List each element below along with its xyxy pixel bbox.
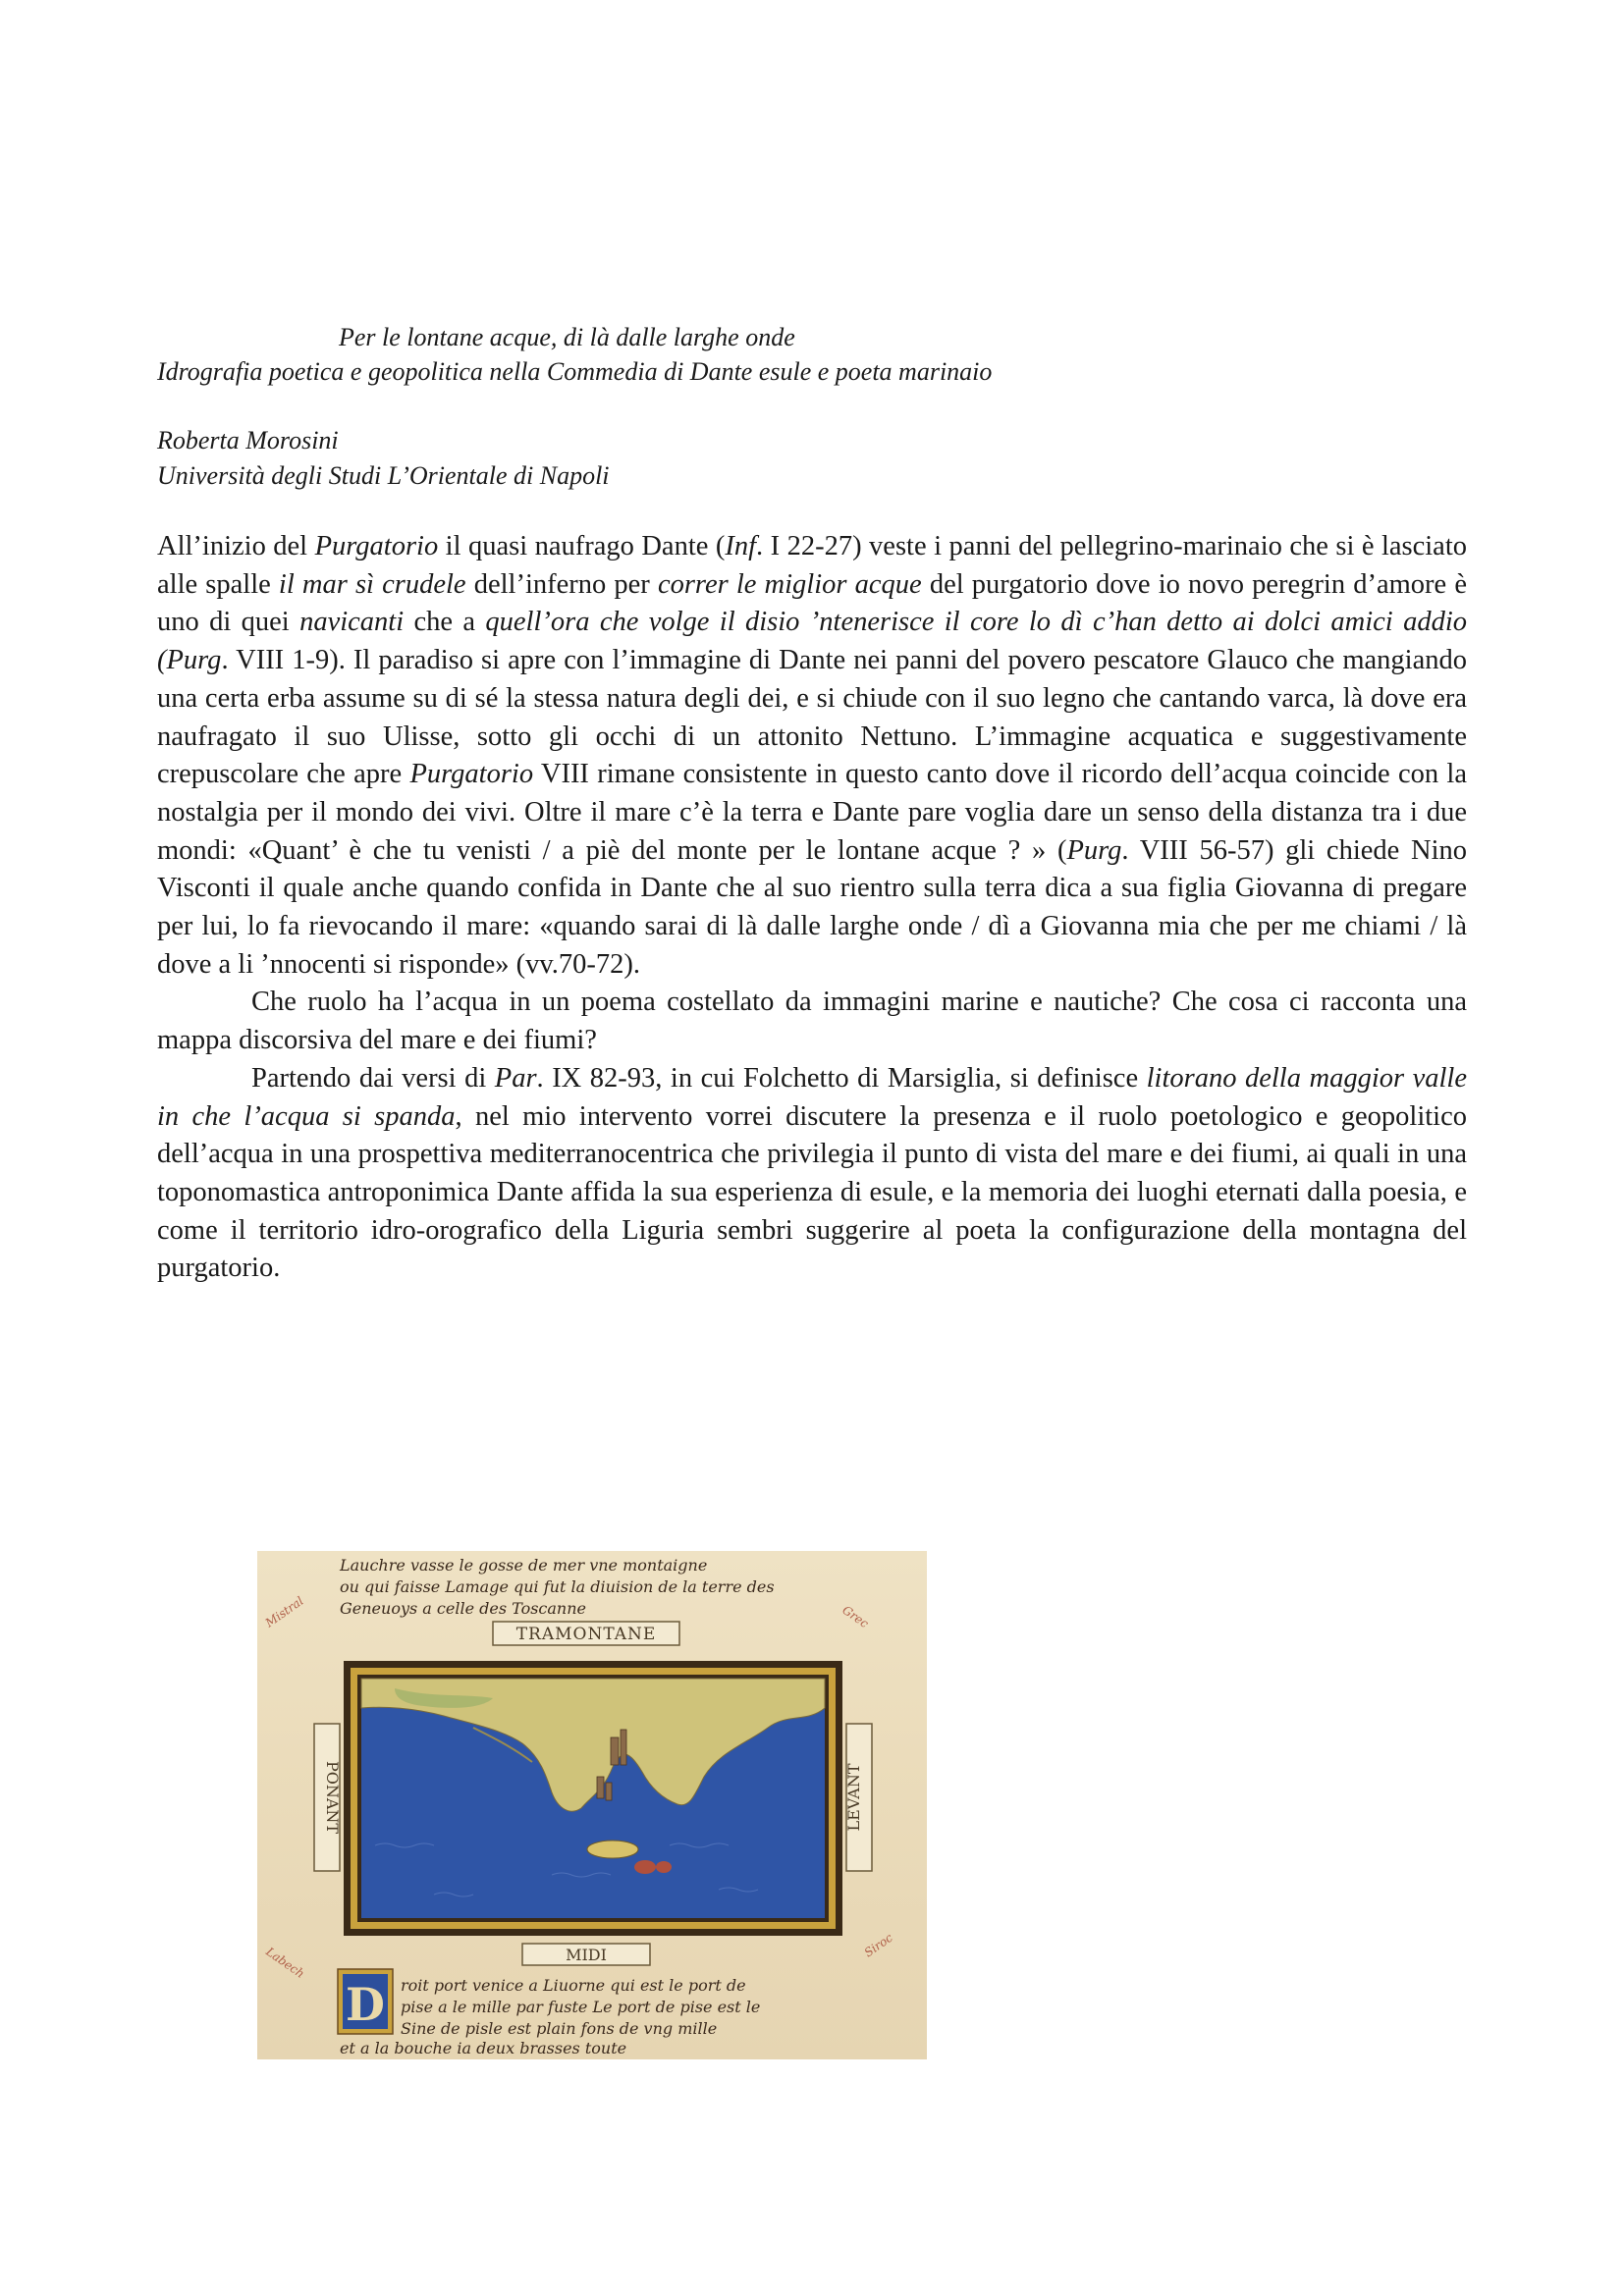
text-run: il mar sì crudele — [278, 568, 466, 600]
title-line-1: Per le lontane acque, di là dalle larghe onde — [339, 323, 795, 351]
ms-top-line-1: Lauchre vasse le gosse de mer vne montaigne — [340, 1556, 708, 1575]
ms-bottom-line-4: et a la bouche ia deux brasses toute — [340, 2039, 627, 2057]
text-run: del purgatorio dove io novo peregrin d’amore è uno di quei — [157, 568, 1467, 638]
island-3 — [656, 1861, 672, 1873]
manuscript-svg — [257, 1551, 927, 2059]
ms-top-line-3: Geneuoys a celle des Toscanne — [340, 1599, 586, 1618]
ms-bottom-line-2: pise a le mille par fuste Le port de pise est le — [401, 1998, 761, 2016]
corner-se-label: Siroc — [861, 1930, 895, 1960]
text-run: . VIII 56-57) gli chiede Nino Visconti il quale anche quando confida in Dante che al suo rientro sulla terra dica a sua figlia Giovanna di pregare per lui, lo fa rievocando il mare: «quando sarai di là dalle larghe onde / dì a Giovanna mia che per me chiami / là dove a li ’nnocenti si risponde» (vv.70-72). — [157, 834, 1467, 980]
text-run: , nel mio intervento vorrei discutere la presenza e il ruolo poetologico e geopolitico dell’acqua in una prospettiva mediterranocentrica che privilegia il punto di vista del mare e dei fiumi, ai quali in una toponomastica antroponimica Dante affida la sua esperienza di esule, e la memoria dei luoghi eternati dalla poesia, e come il territorio idro-orografico della Liguria sembri suggerire al poeta la configurazione della montagna del purgatorio. — [157, 1100, 1467, 1284]
text-run: All’inizio del — [157, 531, 315, 561]
ms-bottom-line-1: roit port venice a Liuorne qui est le port de — [401, 1976, 746, 1995]
text-run: dell’inferno per — [465, 568, 658, 600]
text-run: quell’ora che volge il disio ’ntenerisce il core lo dì c’han detto ai dolci amici addio (Purg — [157, 607, 1467, 676]
west-label: PONANT — [323, 1760, 342, 1835]
text-run: Purgatorio — [314, 531, 439, 561]
text-run: . IX 82-93, in cui Folchetto di Marsiglia, si definisce — [536, 1062, 1147, 1094]
manuscript-map-illustration — [257, 1551, 927, 2059]
author-affiliation: Università degli Studi L’Orientale di Napoli — [157, 461, 610, 490]
south-label: MIDI — [566, 1946, 607, 1964]
corner-sw-label: Labech — [263, 1944, 307, 1981]
paragraph-1 — [157, 528, 1467, 984]
text-run: che a — [404, 607, 486, 638]
island-1 — [587, 1841, 638, 1858]
text-run: correr le miglior acque — [657, 568, 922, 600]
east-label: LEVANT — [844, 1763, 863, 1832]
text-run: . I 22-27) veste i panni del pellegrino-marinaio che si è lasciato alle spalle — [157, 531, 1467, 600]
text-run: . VIII 1-9). Il paradiso si apre con l’immagine di Dante nei panni del povero pescatore Glauco che mangiando una certa erba assume su di sé la stessa natura degli dei, e si chiude con il suo legno che cantando varca, là dove era naufragato il suo Ulisse, sotto gli occhi di un attonito Nettuno. L’immagine acquatica e suggestivamente crepuscolare che apre — [157, 645, 1467, 790]
body-text — [157, 528, 1467, 1288]
title-line-2: Idrografia poetica e geopolitica nella Commedia di Dante esule e poeta marinaio — [157, 357, 993, 386]
corner-ne-label: Grec — [839, 1602, 872, 1631]
paragraph-2: Che ruolo ha l’acqua in un poema costellato da immagini marine e nautiche? Che cosa ci racconta una mappa discorsiva del mare e dei fiumi? — [157, 987, 1467, 1056]
ms-top-line-2: ou qui faisse Lamage qui fut la diuision de la terre des — [340, 1577, 775, 1596]
text-run: Purg — [1066, 834, 1122, 866]
text-run: Par — [494, 1062, 537, 1094]
corner-nw-label: Mistral — [262, 1593, 306, 1630]
text-run: navicanti — [299, 607, 405, 638]
text-run: il quasi naufrago Dante ( — [438, 531, 726, 561]
text-run: Inf — [725, 531, 757, 561]
initial-letter: D — [346, 1978, 385, 2031]
text-run: litorano della maggior valle in che l’acqua si spanda — [157, 1062, 1467, 1132]
island-2 — [634, 1860, 656, 1874]
paragraph-3 — [157, 1060, 1467, 1288]
text-run: Partendo dai versi di — [251, 1062, 495, 1094]
text-run: VIII rimane consistente in questo canto dove il ricordo dell’acqua coincide con la nostalgia per il mondo dei vivi. Oltre il mare c’è la terra e Dante pare voglia dare un senso della distanza tra i due mondi: «Quant’ è che tu venisti / a piè del monte per le lontane acque ? » ( — [157, 759, 1467, 866]
author-name: Roberta Morosini — [157, 426, 339, 454]
text-run: Purgatorio — [409, 759, 534, 790]
ms-bottom-line-3: Sine de pisle est plain fons de vng mille — [401, 2019, 718, 2038]
north-label: TRAMONTANE — [515, 1625, 657, 1644]
